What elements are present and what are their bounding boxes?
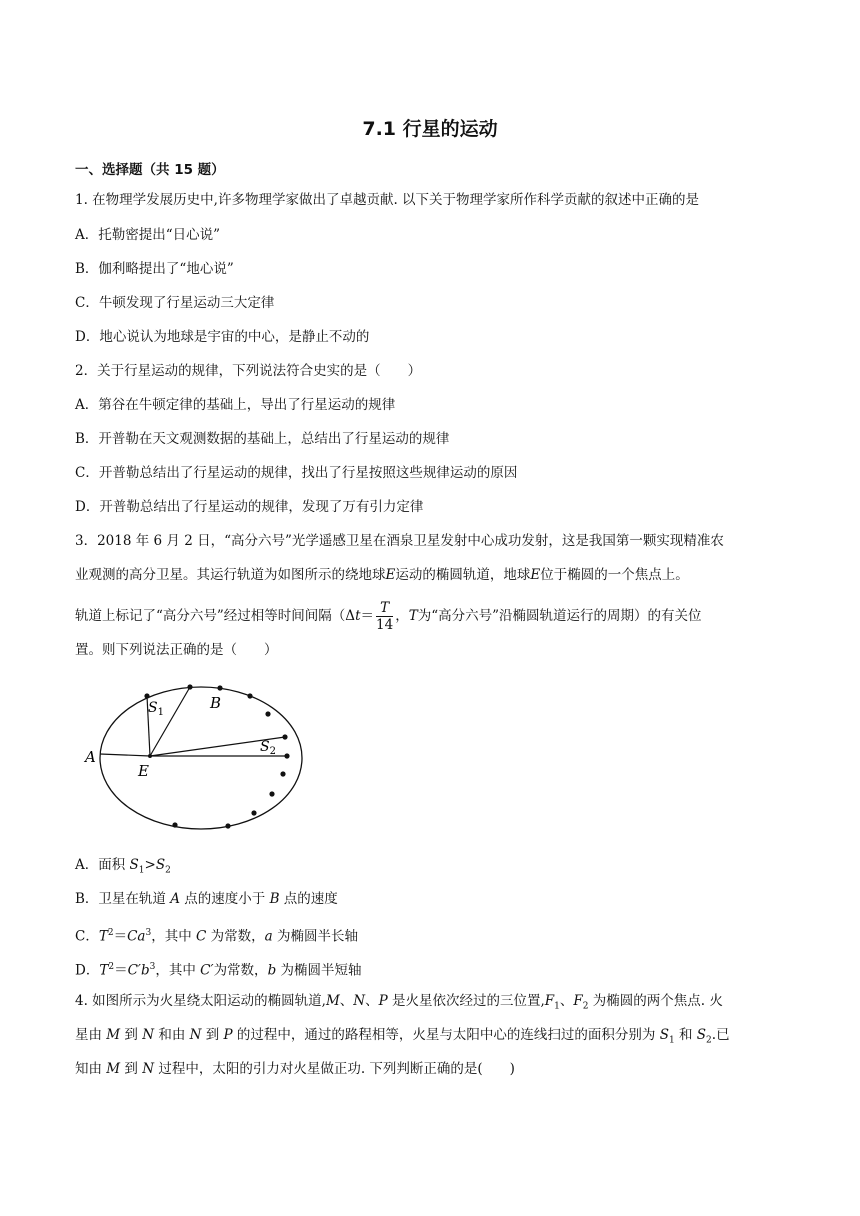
q4-stem-line1: 4. 如图所示为火星绕太阳运动的椭圆轨道,M、N、P 是火星依次经过的三位置$,F_1$、$F_2$ 为椭圆的两个焦点. 火 xyxy=(75,993,723,1012)
orbit-marker xyxy=(251,810,256,815)
line-e-s1-2 xyxy=(150,687,190,756)
q3-option-d: D．$T^2=C'b^3$，其中 C′为常数，b 为椭圆半短轴 xyxy=(75,962,362,979)
section-heading: 一、选择题（共 15 题） xyxy=(75,162,225,178)
label-s1: $S_1$ xyxy=(148,700,164,718)
orbit-marker xyxy=(172,822,177,827)
label-a: A xyxy=(85,748,96,766)
orbit-marker xyxy=(187,684,192,689)
q3-stem-line1: 3．2018 年 6 月 2 日，“高分六号”光学遥感卫星在酒泉卫星发射中心成功发射，这是我国第一颗实现精准农 xyxy=(75,533,724,549)
focus-e-dot xyxy=(148,754,152,758)
q2-option-c: C．开普勒总结出了行星运动的规律，找出了行星按照这些规律运动的原因 xyxy=(75,465,518,481)
q2-option-d: D．开普勒总结出了行星运动的规律，发现了万有引力定律 xyxy=(75,499,424,515)
q1-option-d: D．地心说认为地球是宇宙的中心，是静止不动的 xyxy=(75,329,370,345)
q1-option-b: B．伽利略提出了“地心说” xyxy=(75,261,234,277)
orbit-marker xyxy=(217,685,222,690)
orbit-marker xyxy=(280,771,285,776)
q3-option-a: A．面积 $S_1>S_2$ xyxy=(75,857,171,876)
q1-stem: 1. 在物理学发展历史中,许多物理学家做出了卓越贡献. 以下关于物理学家所作科学贡献的叙述中正确的是 xyxy=(75,192,700,208)
q2-option-a: A．第谷在牛顿定律的基础上，导出了行星运动的规律 xyxy=(75,397,396,413)
orbit-marker xyxy=(265,711,270,716)
label-e: E xyxy=(138,762,149,780)
q3-stem-line4: 置。则下列说法正确的是（ ） xyxy=(75,642,278,658)
page-title: 7.1 行星的运动 xyxy=(362,118,498,140)
q3-option-c: C．$T^2=Ca^3$，其中 C 为常数，a 为椭圆半长轴 xyxy=(75,928,359,945)
orbit-marker xyxy=(247,693,252,698)
q3-option-b: B．卫星在轨道 A 点的速度小于 B 点的速度 xyxy=(75,891,338,907)
q4-stem-line3: 知由 M 到 N 过程中，太阳的引力对火星做正功. 下列判断正确的是( ) xyxy=(75,1061,515,1077)
period-fraction: $\frac{T}{14}$ xyxy=(376,600,394,633)
q4-stem-line2: 星由 M 到 N 和由 N 到 P 的过程中，通过的路程相等，火星与太阳中心的连线扫过的面积分别为 $S_1$ 和 $S_2$.已 xyxy=(75,1027,730,1046)
orbit-figure xyxy=(78,676,318,836)
orbit-marker xyxy=(144,693,149,698)
q3-stem-line3: 轨道上标记了“高分六号”经过相等时间间隔（Δt＝ $\frac{T}{14}$ ，T为“高分六号”沿椭圆轨道运行的周期）的有关位 xyxy=(75,600,702,633)
q1-option-c: C．牛顿发现了行星运动三大定律 xyxy=(75,295,275,311)
orbit-marker xyxy=(284,753,289,758)
line-a-e xyxy=(100,754,150,756)
orbit-marker xyxy=(225,823,230,828)
orbit-marker xyxy=(282,734,287,739)
q1-option-a: A．托勒密提出“日心说” xyxy=(75,227,221,243)
orbit-ellipse xyxy=(100,687,302,829)
q2-stem: 2．关于行星运动的规律，下列说法符合史实的是（ ） xyxy=(75,363,422,379)
orbit-marker xyxy=(269,791,274,796)
label-b: B xyxy=(210,694,222,712)
q3-stem-line2: 业观测的高分卫星。其运行轨道为如图所示的绕地球E运动的椭圆轨道，地球E位于椭圆的一个焦点上。 xyxy=(75,567,689,583)
q2-option-b: B．开普勒在天文观测数据的基础上，总结出了行星运动的规律 xyxy=(75,431,450,447)
label-s2: $S_2$ xyxy=(260,739,276,757)
